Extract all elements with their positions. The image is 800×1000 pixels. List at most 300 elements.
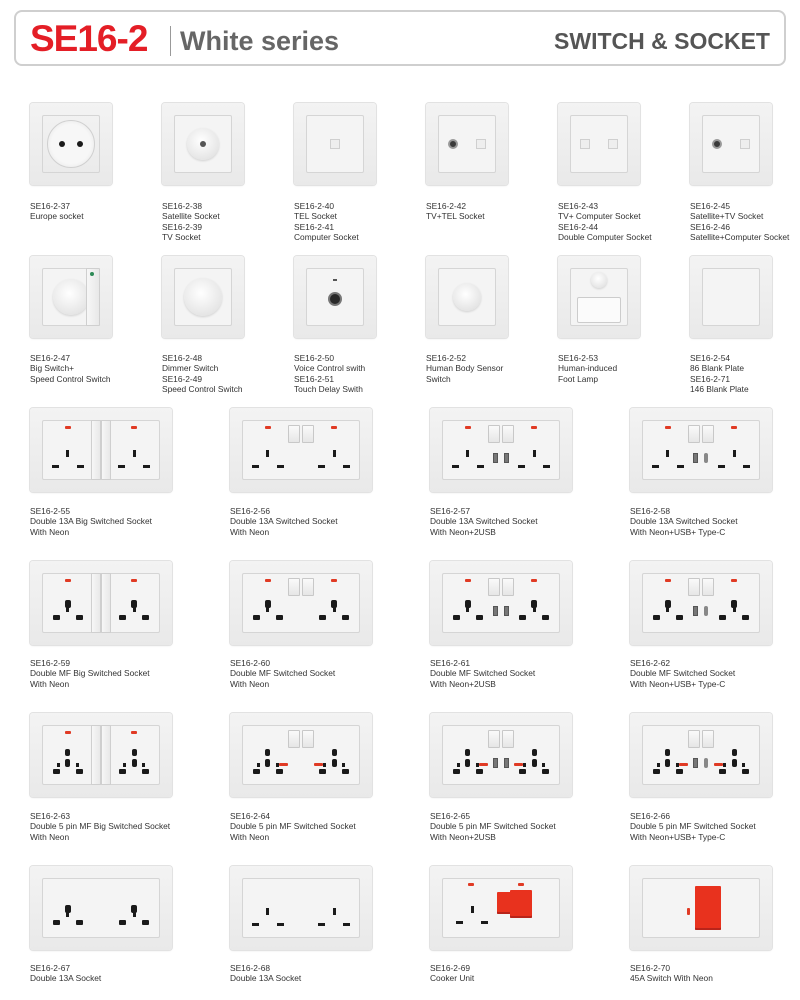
45a-switch-button [695,886,721,930]
product-description: Touch Delay Swith [294,384,363,395]
plate-frame [442,573,560,633]
earth-pin [533,450,536,457]
live-pin [319,769,326,774]
center-pin [65,759,70,767]
dimmer-knob-icon [184,278,222,316]
voice-sensor-icon [328,292,342,306]
side-pin-left [57,763,60,767]
plate-frame [642,420,760,480]
neon-left [265,579,271,582]
live-pin [453,615,460,620]
earth-pin [265,749,270,756]
product-code: SE16-2-38 [162,201,203,211]
product-description: Double 5 pin MF Switched Socket [630,821,756,832]
live-pin [519,615,526,620]
product-description: Satellite+TV Socket [690,211,764,222]
product-item [162,103,244,185]
earth-pin [66,450,69,457]
product-description: Double 5 pin MF Switched Socket [230,821,356,832]
live-pin [253,615,260,620]
product-caption [430,658,535,689]
neutral-pin [481,921,488,924]
product-caption [426,353,503,384]
foot-lamp-window [577,297,621,323]
product-description: With Neon+USB+ Type-C [630,831,726,842]
product-code: SE16-2-59 [30,658,71,668]
data-port-icon [580,139,590,149]
neon-indicator [687,908,690,915]
neon-left [265,426,271,429]
live-pin [718,465,725,468]
data-port-icon [476,139,486,149]
live-pin [252,465,259,468]
neutral-pin [676,769,683,774]
live-pin [719,769,726,774]
product-caption [30,201,84,222]
product-caption [162,353,243,395]
product-description: With Neon+2USB [430,526,496,537]
live-pin [518,465,525,468]
product-caption [430,811,556,842]
neutral-pin [743,465,750,468]
live-pin [318,923,325,926]
product-description: Double Computer Socket [558,232,652,243]
plate-frame [702,115,760,173]
center-pin [532,759,537,767]
neon-right [131,731,137,734]
neutral-pin [343,923,350,926]
product-description: TV+TEL Socket [426,211,485,222]
neon-left [65,426,71,429]
side-pin-left [457,763,460,767]
neon-right [531,579,537,582]
neon-left [679,763,688,766]
rocker-switch-left [288,730,300,748]
type-c-port-icon [704,606,708,616]
data-port-icon [740,139,750,149]
product-description: Speed Control Switch [30,373,111,384]
side-pin-right [342,763,345,767]
product-caption [630,658,735,689]
rocker-switch-left [288,425,300,443]
product-photo [30,713,172,797]
product-description: Double 13A Switched Socket [430,516,538,527]
side-pin-left [523,763,526,767]
neutral-pin [277,923,284,926]
product-description: Foot Lamp [558,373,599,384]
live-pin [53,920,60,925]
neutral-pin [142,920,149,925]
neutral-pin [277,465,284,468]
side-pin-right [742,763,745,767]
rocker-switch-left [688,425,700,443]
product-code: SE16-2-57 [430,506,471,516]
product-photo [162,103,244,185]
foot-sensor-icon [591,272,607,288]
product-description: Human-induced [558,363,618,374]
product-code: SE16-2-47 [30,353,71,363]
product-description: Human Body Sensor [426,363,504,374]
center-pin [732,759,737,767]
product-code: SE16-2-55 [30,506,71,516]
product-item [30,866,172,950]
center-pin [665,759,670,767]
product-description: SE16-2-44 [558,221,599,232]
product-item [558,103,640,185]
product-photo [30,256,112,338]
product-description: Satellite Socket [162,211,220,222]
earth-pin [466,450,469,457]
product-photo [690,256,772,338]
live-pin [119,920,126,925]
plate-frame [642,573,760,633]
plate-frame [242,878,360,938]
product-item [30,256,112,338]
product-code: SE16-2-65 [430,811,471,821]
product-description: SE16-2-41 [294,221,335,232]
neutral-pin [542,615,549,620]
neutral-pin [76,769,83,774]
live-pin [253,769,260,774]
product-caption [630,506,738,537]
product-caption [230,811,356,842]
earth-pin [465,749,470,756]
product-code: SE16-2-43 [558,201,599,211]
usb-port-icon [493,606,498,616]
product-code: SE16-2-48 [162,353,203,363]
neutral-pin [142,769,149,774]
product-description: Double 5 pin MF Big Switched Socket [30,821,171,832]
side-pin-right [476,763,479,767]
product-item [30,103,112,185]
product-code: SE16-2-50 [294,353,335,363]
side-pin-left [723,763,726,767]
product-description: Double 13A Socket [230,973,302,984]
live-pin [118,465,125,468]
product-description: Double MF Switched Socket [630,668,736,679]
usb-port-icon [493,453,498,463]
side-pin-right [76,763,79,767]
product-photo [30,866,172,950]
product-caption [690,353,749,395]
product-caption [230,658,335,689]
rocker-switch-right [502,578,514,596]
product-photo [30,408,172,492]
product-description: TV Socket [162,232,201,243]
product-description: Europe socket [30,211,84,222]
product-code: SE16-2-40 [294,201,335,211]
neon-right [331,579,337,582]
neutral-pin [742,769,749,774]
speed-knob-icon [53,279,89,315]
type-c-port-icon [704,453,708,463]
product-caption [558,201,652,243]
neon-right [714,763,723,766]
live-pin [719,615,726,620]
rocker-switch-left [688,730,700,748]
usb-port-icon [504,606,509,616]
earth-pin [732,749,737,756]
product-caption [30,811,170,842]
header-divider [170,26,171,56]
product-description: SE16-2-46 [690,221,731,232]
plate-frame [438,115,496,173]
plate-frame [42,878,160,938]
earth-pin [733,450,736,457]
series-title: White series [180,26,340,56]
product-caption [230,506,338,537]
rocker-switch-right [502,425,514,443]
product-photo [162,256,244,338]
neutral-pin [276,769,283,774]
neon-left [665,426,671,429]
product-description: Cooker Unit [430,973,475,984]
product-item [430,408,572,492]
neon-right [131,426,137,429]
live-pin [653,615,660,620]
product-photo [430,408,572,492]
coax-port-icon [448,139,458,149]
product-item [230,713,372,797]
neutral-pin [76,615,83,620]
neon-right [331,426,337,429]
live-pin [119,769,126,774]
earth-pin-stem [66,607,69,612]
product-description: 146 Blank Plate [690,384,749,395]
product-photo [230,408,372,492]
big-switch-left [91,573,101,633]
indicator-dot [333,279,337,281]
product-code: SE16-2-54 [690,353,731,363]
neon-right [131,579,137,582]
product-description: SE16-2-71 [690,373,731,384]
plate-frame [42,115,100,173]
usb-port-icon [504,758,509,768]
neon-left [65,731,71,734]
coax-port-icon [712,139,722,149]
product-description: With Neon [230,678,270,689]
product-item [630,713,772,797]
earth-pin [266,908,269,915]
rocker-switch-left [688,578,700,596]
product-item [294,256,376,338]
earth-pin-stem [333,607,336,612]
product-item [630,408,772,492]
product-photo [230,561,372,645]
earth-pin [65,749,70,756]
product-item [30,408,172,492]
product-photo [230,866,372,950]
product-description: TV+ Computer Socket [558,211,641,222]
data-port-icon [330,139,340,149]
product-item [230,408,372,492]
brand-model: SE16-2 [30,18,148,59]
side-pin-right [676,763,679,767]
neon-right [531,426,537,429]
neutral-pin [542,769,549,774]
live-pin [319,615,326,620]
live-pin [653,769,660,774]
product-photo [426,103,508,185]
rocker-switch-right [302,578,314,596]
plate-frame [442,420,560,480]
rocker-switch-right [502,730,514,748]
product-description: With Neon [30,526,70,537]
product-photo [294,256,376,338]
center-pin [332,759,337,767]
product-description: Double 13A Switched Socket [630,516,738,527]
product-photo [430,866,572,950]
earth-pin [266,450,269,457]
neutral-pin [143,465,150,468]
usb-port-icon [493,758,498,768]
product-caption [30,658,150,689]
rocker-switch-left [488,578,500,596]
center-pin [132,759,137,767]
earth-pin-stem [666,607,669,612]
product-item [230,561,372,645]
earth-pin-stem [266,607,269,612]
live-pin [452,465,459,468]
product-item [430,866,572,950]
live-pin [318,465,325,468]
product-code: SE16-2-53 [558,353,599,363]
product-description: Dimmer Switch [162,363,219,374]
earth-pin [665,749,670,756]
product-description: Voice Control swith [294,363,366,374]
product-description: With Neon+2USB [430,831,496,842]
product-caption [294,201,359,243]
live-pin [53,769,60,774]
tv-pin-icon [200,141,206,147]
neon-indicator [468,883,474,886]
product-caption [230,963,301,984]
product-caption [162,201,220,243]
product-caption [558,353,617,384]
product-item [30,561,172,645]
big-switch-left [91,420,101,480]
product-photo [430,561,572,645]
earth-pin [471,906,474,913]
product-code: SE16-2-62 [630,658,671,668]
neon-indicator [90,272,94,276]
big-switch-left [91,725,101,785]
big-switch-right [101,573,111,633]
usb-port-icon [693,758,698,768]
neon-indicator [518,883,524,886]
neon-left [465,426,471,429]
product-item [690,103,772,185]
plate-frame [642,725,760,785]
neutral-pin [676,615,683,620]
product-item [30,713,172,797]
product-caption [30,353,111,384]
big-switch-right [101,725,111,785]
earth-pin-stem [466,607,469,612]
product-caption [294,353,365,395]
earth-pin-stem [133,912,136,917]
neutral-pin [476,615,483,620]
product-item [558,256,640,338]
neutral-pin [276,615,283,620]
type-c-port-icon [704,758,708,768]
neon-right [731,579,737,582]
product-caption [630,963,713,984]
product-description: 86 Blank Plate [690,363,745,374]
usb-port-icon [693,453,698,463]
plate-frame [702,268,760,326]
product-description: Double 13A Socket [30,973,102,984]
product-description: With Neon [30,678,70,689]
product-description: Double 13A Switched Socket [230,516,338,527]
earth-pin [332,749,337,756]
product-code: SE16-2-37 [30,201,71,211]
rocker-switch-left [488,730,500,748]
product-photo [630,561,772,645]
product-description: With Neon [30,831,70,842]
live-pin [119,615,126,620]
neutral-pin [543,465,550,468]
catalog-header [14,10,786,66]
product-description: 45A Switch With Neon [630,973,713,984]
product-code: SE16-2-70 [630,963,671,973]
cooker-switch-button [497,892,511,914]
neon-left [465,579,471,582]
product-item [162,256,244,338]
side-pin-left [657,763,660,767]
side-pin-right [542,763,545,767]
big-switch-button [86,268,100,326]
earth-pin [666,450,669,457]
neon-left [665,579,671,582]
product-item [630,561,772,645]
product-caption [30,963,101,984]
rocker-switch-right [702,730,714,748]
product-code: SE16-2-45 [690,201,731,211]
product-description: Double 13A Big Switched Socket [30,516,152,527]
rocker-switch-left [288,578,300,596]
product-code: SE16-2-60 [230,658,271,668]
rocker-switch-left [488,425,500,443]
product-item [430,561,572,645]
product-photo [430,713,572,797]
plate-frame [242,725,360,785]
product-description: SE16-2-51 [294,373,335,384]
plate-frame [242,420,360,480]
plate-frame [442,725,560,785]
product-description: TEL Socket [294,211,337,222]
neon-right [314,763,323,766]
product-code: SE16-2-69 [430,963,471,973]
side-pin-left [123,763,126,767]
product-description: Double 5 pin MF Switched Socket [430,821,556,832]
product-description: Big Switch+ [30,363,74,374]
neon-right [514,763,523,766]
product-code: SE16-2-64 [230,811,271,821]
product-photo [426,256,508,338]
product-caption [30,506,152,537]
category-title: SWITCH & SOCKET [554,28,770,54]
product-photo [690,103,772,185]
center-pin [265,759,270,767]
side-pin-left [257,763,260,767]
rocker-switch-right [702,425,714,443]
product-item [230,866,372,950]
product-code: SE16-2-52 [426,353,467,363]
side-pin-right [276,763,279,767]
usb-port-icon [504,453,509,463]
live-pin [252,923,259,926]
